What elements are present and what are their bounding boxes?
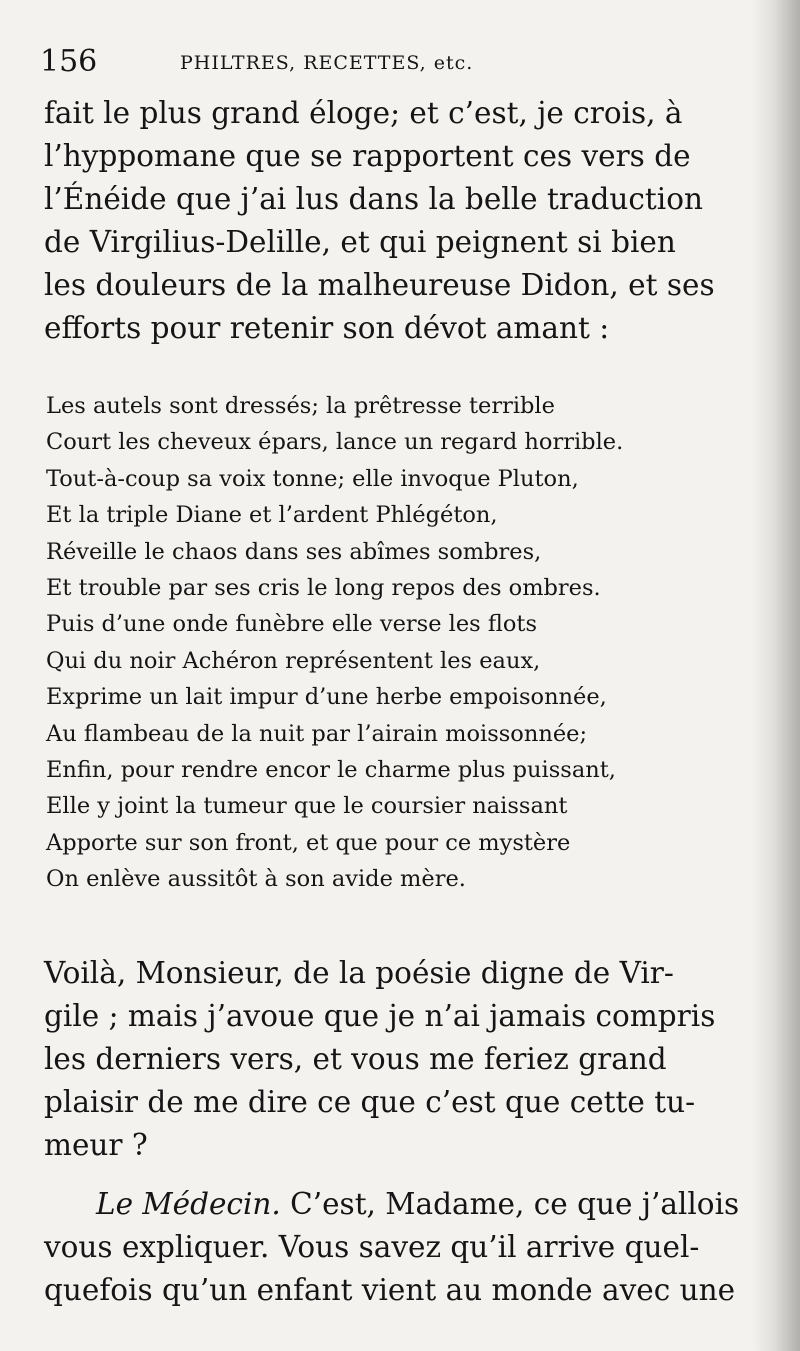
text-line: efforts pour retenir son dévot amant : [44,311,610,345]
verse-line: Au flambeau de la nuit par l’airain moissonnée; [46,720,588,747]
paragraph-intro [44,92,714,350]
paragraph-question [44,952,714,1167]
verse-line: On enlève aussitôt à son avide mère. [46,866,466,893]
verse-line: Puis d’une onde funèbre elle verse les flots [46,611,538,638]
text-line: les douleurs de la malheureuse Didon, et ses [44,268,715,302]
verse-line: Elle y joint la tumeur que le coursier naissant [46,793,568,820]
verse-line: Réveille le chaos dans ses abîmes sombres, [46,538,542,565]
text-line: meur ? [44,1128,148,1162]
verse-line: Exprime un lait impur d’une herbe empoisonnée, [46,684,607,711]
text-line: l’hyppomane que se rapportent ces vers de [44,139,691,173]
paragraph-reply [44,1183,740,1312]
text-fragment: C’est, Madame, ce que j’allois [280,1187,740,1221]
text-line: l’Énéide que j’ai lus dans la belle traduction [44,182,703,216]
text-line: vous expliquer. Vous savez qu’il arrive quel- [44,1230,700,1264]
verse-line: Les autels sont dressés; la prêtresse terrible [46,393,555,419]
verse-quotation [46,388,706,898]
text-line: de Virgilius-Delille, et qui peignent si bien [44,225,676,259]
running-title: PHILTRES, RECETTES, etc. [180,52,474,74]
verse-line: Enfin, pour rendre encor le charme plus puissant, [46,757,616,784]
verse-line: Qui du noir Achéron représentent les eaux, [46,647,541,674]
text-line: Voilà, Monsieur, de la poésie digne de Vir- [44,956,674,990]
running-head [40,42,752,82]
text-line: les derniers vers, et vous me feriez grand [44,1042,667,1076]
verse-line: Et trouble par ses cris le long repos des ombres. [46,575,601,602]
spine-shadow [752,0,800,1351]
page-number: 156 [40,44,98,79]
verse-line: Court les cheveux épars, lance un regard horrible. [46,429,624,456]
text-line: fait le plus grand éloge; et c’est, je crois, à [44,96,683,130]
verse-line: Apporte sur son front, et que pour ce mystère [46,829,571,856]
verse-line: Tout-à-coup sa voix tonne; elle invoque Pluton, [46,465,579,492]
text-line: gile ; mais j’avoue que je n’ai jamais compris [44,999,716,1033]
text-line: quefois qu’un enfant vient au monde avec une [44,1273,736,1307]
text-line [44,1183,740,1226]
speaker-name: Le Médecin. [96,1187,281,1221]
text-line: plaisir de me dire ce que c’est que cette tu- [44,1085,696,1119]
verse-line: Et la triple Diane et l’ardent Phlégéton, [46,502,498,529]
